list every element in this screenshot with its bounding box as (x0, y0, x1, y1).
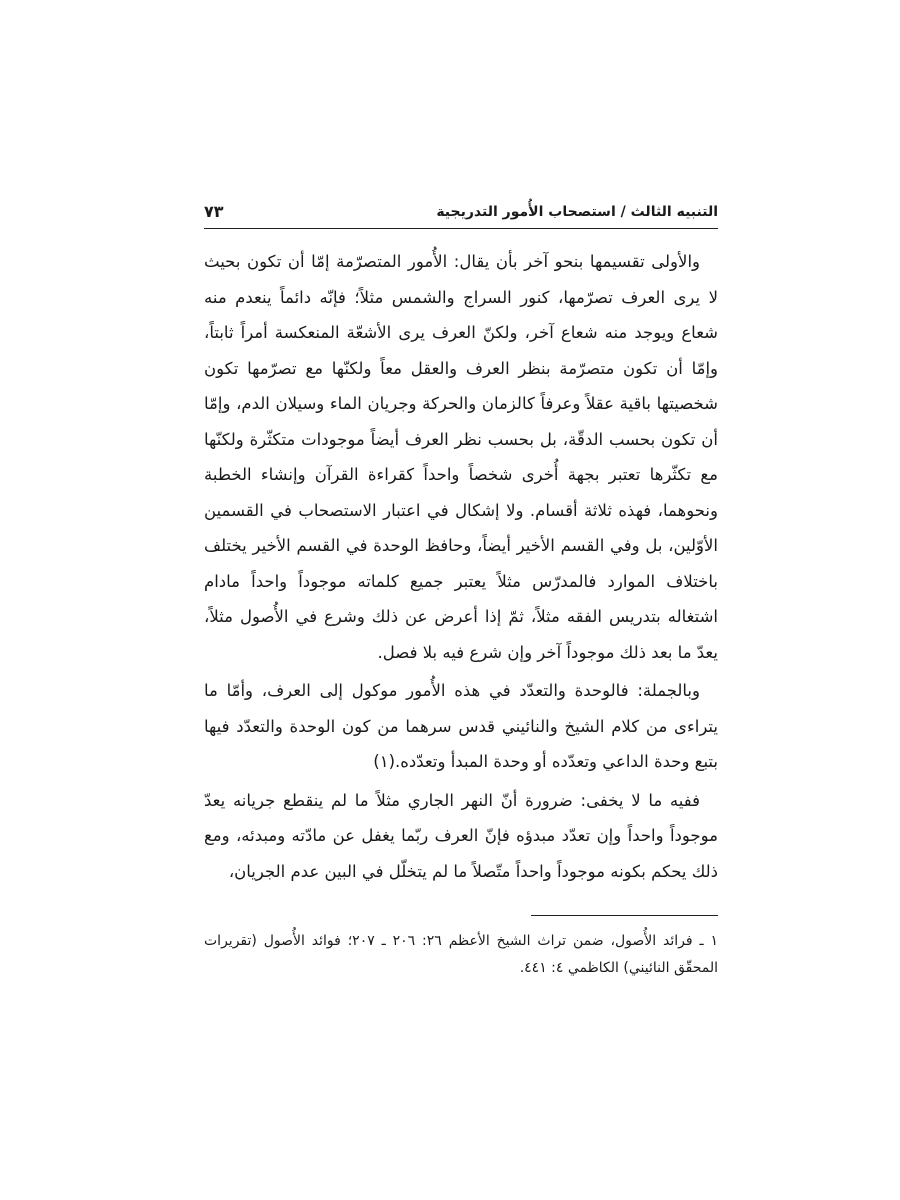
paragraph: وبالجملة: فالوحدة والتعدّد في هذه الأُمور موكول إلى العرف، وأمّا ما يتراءى من كلام الشيخ والنائيني قدس سرهما من كون الوحدة والتعدّد فيها بتبع وحدة الداعي وتعدّده أو وحدة المبدأ وتعدّده.(١) (204, 681, 718, 771)
running-header (204, 200, 718, 230)
footnote: ١ ـ فرائد الأُصول، ضمن تراث الشيخ الأعظم ٢٦: ٢٠٦ ـ ٢٠٧؛ فوائد الأُصول (تقريرات المحقّق النائيني) الكاظمي ٤: ٤٤١. (204, 933, 718, 976)
main-text (204, 244, 718, 889)
paragraph: ففيه ما لا يخفى: ضرورة أنّ النهر الجاري مثلاً ما لم ينقطع جريانه يعدّ موجوداً واحداً وإن تعدّد مبدؤه فإنّ العرف ربّما يغفل عن مادّته ومبدئه، ومع ذلك يحكم بكونه موجوداً واحداً متّصلاً ما لم يتخلّل في البين عدم الجريان، (204, 790, 718, 881)
paragraph: والأولى تقسيمها بنحو آخر بأن يقال: الأُمور المتصرّمة إمّا أن تكون بحيث لا يرى العرف تصرّمها، كنور السراج والشمس مثلاً؛ فإنّه دائماً ينعدم منه شعاع ويوجد منه شعاع آخر، ولكنّ العرف يرى الأشعّة المنعكسة أمراً ثابتاً، وإمّا أن تكون متصرّمة بنظر العرف والعقل معاً ولكنّها مع تصرّمها تكون شخصيتها باقية عقلاً وعرفاً كالزمان والحركة وجريان الماء وسيلان الدم، وإمّا أن تكون بحسب الدقّة، بل بحسب نظر العرف أيضاً موجودات متكثّرة ولكنّها مع تكثّرها تعتبر بجهة أُخرى شخصاً واحداً كقراءة القرآن وإنشاء الخطبة ونحوهما، فهذه ثلاثة أقسام. ولا إشكال في اعتبار الاستصحاب في القسمين الأوّلين، بل وفي القسم الأخير أيضاً، وحافظ الوحدة في القسم الأخير يختلف باختلاف الموارد فالمدرّس مثلاً يعتبر جميع كلماته موجوداً واحداً مادام اشتغاله بتدريس الفقه مثلاً، ثمّ إذا أعرض عن ذلك وشرع في الأُصول مثلاً، يعدّ ما بعد ذلك موجوداً آخر وإن شرع فيه بلا فصل. (204, 252, 718, 662)
header-divider (204, 228, 718, 229)
footnotes (204, 928, 718, 982)
page-number: ٧٣ (204, 202, 224, 221)
running-header-title: التنبيه الثالث / استصحاب الأُمور التدريجية (436, 204, 718, 220)
footnote-divider (531, 915, 718, 916)
